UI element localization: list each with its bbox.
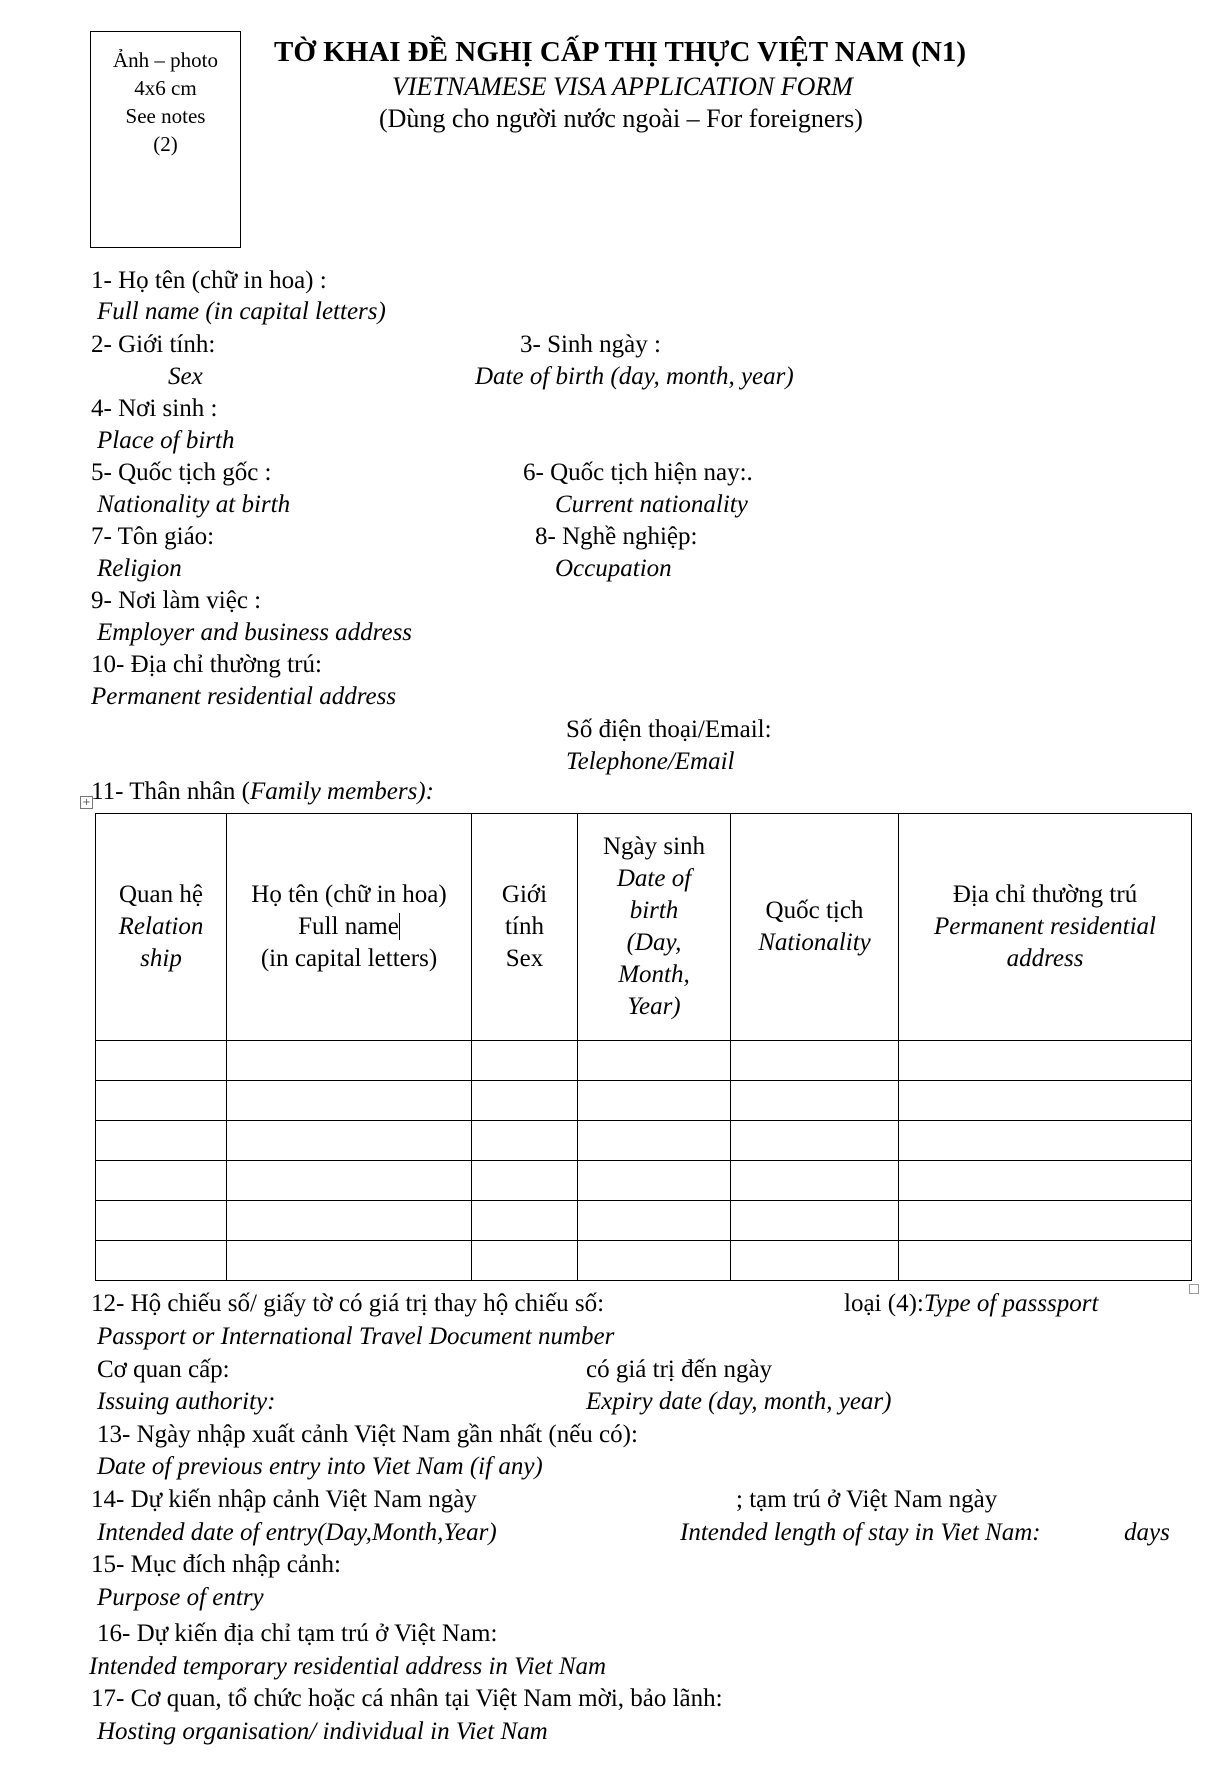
col-header-full-name: Họ tên (chữ in hoa) Full name (in capital letters) <box>227 814 472 1041</box>
issuer-label-en: Issuing authority: <box>97 1388 276 1415</box>
field-14-stay-label-en: Intended length of stay in Viet Nam: <box>680 1519 1041 1546</box>
photo-notes: See notes <box>125 104 206 128</box>
table-cell[interactable] <box>227 1041 472 1081</box>
field-14-label-vi: 14- Dự kiến nhập cảnh Việt Nam ngày <box>91 1486 477 1513</box>
table-cell[interactable] <box>731 1201 899 1241</box>
table-cell[interactable] <box>227 1161 472 1201</box>
table-cell[interactable] <box>731 1241 899 1281</box>
field-1-label-en: Full name (in capital letters) <box>97 298 386 325</box>
table-cell[interactable] <box>96 1121 227 1161</box>
table-cell[interactable] <box>731 1081 899 1121</box>
table-cell[interactable] <box>731 1041 899 1081</box>
field-14-stay-label-vi: ; tạm trú ở Việt Nam ngày <box>736 1486 998 1513</box>
page-title: TỜ KHAI ĐỀ NGHỊ CẤP THỊ THỰC VIỆT NAM (N1) <box>274 36 967 68</box>
issuer-label-vi: Cơ quan cấp: <box>97 1356 230 1383</box>
passport-type-label-vi: loại (4): <box>844 1290 924 1317</box>
field-15-label-vi: 15- Mục đích nhập cảnh: <box>91 1551 341 1578</box>
family-table-header-row <box>96 814 1192 1041</box>
photo-note-ref: (2) <box>153 132 178 156</box>
field-9-label-vi: 9- Nơi làm việc : <box>91 587 262 614</box>
table-cell[interactable] <box>578 1081 731 1121</box>
table-cell[interactable] <box>227 1241 472 1281</box>
table-cell[interactable] <box>96 1201 227 1241</box>
field-16-label-en: Intended temporary residential address in Viet Nam <box>89 1653 607 1680</box>
col-header-date-of-birth: Ngày sinh Date of birth (Day, Month, Year) <box>578 814 731 1041</box>
field-12-label-en: Passport or International Travel Document number <box>97 1323 615 1350</box>
expiry-label-en: Expiry date (day, month, year) <box>586 1388 892 1415</box>
table-cell[interactable] <box>227 1121 472 1161</box>
table-cell[interactable] <box>578 1161 731 1201</box>
col-header-sex: Giới tính Sex <box>472 814 578 1041</box>
table-row <box>96 1081 1192 1121</box>
table-cell[interactable] <box>96 1161 227 1201</box>
table-cell[interactable] <box>578 1201 731 1241</box>
family-table-body <box>96 1041 1192 1281</box>
table-cell[interactable] <box>731 1161 899 1201</box>
field-16-label-vi: 16- Dự kiến địa chỉ tạm trú ở Việt Nam: <box>97 1620 498 1647</box>
expiry-label-vi: có giá trị đến ngày <box>586 1356 773 1383</box>
field-17-label-en: Hosting organisation/ individual in Viet Nam <box>97 1718 548 1745</box>
table-cell[interactable] <box>227 1081 472 1121</box>
field-1-label-vi: 1- Họ tên (chữ in hoa) : <box>91 267 327 294</box>
field-14-days-label: days <box>1124 1519 1170 1546</box>
field-6-label-en: Current nationality <box>555 491 748 518</box>
field-7-label-vi: 7- Tôn giáo: <box>91 523 215 550</box>
field-17-label-vi: 17- Cơ quan, tổ chức hoặc cá nhân tại Việt Nam mời, bảo lãnh: <box>91 1685 723 1712</box>
table-cell[interactable] <box>578 1041 731 1081</box>
field-10-label-en: Permanent residential address <box>91 683 397 710</box>
col-header-address: Địa chỉ thường trú Permanent residential address <box>899 814 1192 1041</box>
table-row <box>96 1201 1192 1241</box>
field-2-label-vi: 2- Giới tính: <box>91 331 216 358</box>
table-cell[interactable] <box>227 1201 472 1241</box>
table-cell[interactable] <box>731 1121 899 1161</box>
table-cell[interactable] <box>96 1041 227 1081</box>
field-9-label-en: Employer and business address <box>97 619 413 646</box>
passport-type-label-en: Type of passsport <box>923 1290 1099 1317</box>
field-5-label-en: Nationality at birth <box>97 491 291 518</box>
col-header-relationship: Quan hệ Relation ship <box>96 814 227 1041</box>
col-header-nationality: Quốc tịch Nationality <box>731 814 899 1041</box>
field-7-label-en: Religion <box>97 555 182 582</box>
table-cell[interactable] <box>578 1241 731 1281</box>
field-10-label-vi: 10- Địa chỉ thường trú: <box>91 651 322 678</box>
field-2-label-en: Sex <box>168 363 203 390</box>
phone-label-en: Telephone/Email <box>566 748 735 775</box>
table-cell[interactable] <box>96 1081 227 1121</box>
table-row <box>96 1241 1192 1281</box>
photo-label: Ảnh – photo <box>113 48 218 72</box>
field-4-label-en: Place of birth <box>97 427 235 454</box>
table-cell[interactable] <box>472 1041 578 1081</box>
photo-placeholder <box>90 31 241 248</box>
page-note: (Dùng cho người nước ngoài – For foreigners) <box>379 104 863 133</box>
phone-label-vi: Số điện thoại/Email: <box>566 716 772 743</box>
table-cell[interactable] <box>472 1121 578 1161</box>
table-cell[interactable] <box>899 1121 1192 1161</box>
field-11-label-en: Family members): <box>249 778 434 805</box>
field-11-label <box>91 777 434 807</box>
photo-size: 4x6 cm <box>134 76 197 100</box>
table-cell[interactable] <box>899 1241 1192 1281</box>
table-row <box>96 1041 1192 1081</box>
table-cell[interactable] <box>899 1201 1192 1241</box>
table-cell[interactable] <box>472 1201 578 1241</box>
field-6-label-vi: 6- Quốc tịch hiện nay:. <box>523 459 753 486</box>
passport-type-label <box>844 1289 1098 1319</box>
table-cell[interactable] <box>472 1241 578 1281</box>
field-12-label-vi: 12- Hộ chiếu số/ giấy tờ có giá trị thay hộ chiếu số: <box>91 1290 605 1317</box>
field-13-label-vi: 13- Ngày nhập xuất cảnh Việt Nam gần nhất (nếu có): <box>97 1421 638 1448</box>
field-14-label-en: Intended date of entry(Day,Month,Year) <box>97 1519 497 1546</box>
table-move-handle-icon[interactable]: + <box>80 796 93 809</box>
table-cell[interactable] <box>96 1241 227 1281</box>
field-4-label-vi: 4- Nơi sinh : <box>91 395 218 422</box>
field-13-label-en: Date of previous entry into Viet Nam (if any) <box>97 1453 543 1480</box>
table-resize-handle-icon[interactable] <box>1189 1284 1199 1294</box>
field-3-label-vi: 3- Sinh ngày : <box>520 331 661 358</box>
table-cell[interactable] <box>472 1081 578 1121</box>
table-cell[interactable] <box>578 1121 731 1161</box>
table-row <box>96 1121 1192 1161</box>
table-cell[interactable] <box>899 1041 1192 1081</box>
table-cell[interactable] <box>472 1161 578 1201</box>
table-cell[interactable] <box>899 1161 1192 1201</box>
family-members-table <box>95 813 1192 1281</box>
field-15-label-en: Purpose of entry <box>97 1584 264 1611</box>
field-3-label-en: Date of birth (day, month, year) <box>475 363 794 390</box>
page-subtitle: VIETNAMESE VISA APPLICATION FORM <box>392 72 853 101</box>
field-11-label-vi: 11- Thân nhân ( <box>91 778 250 805</box>
field-5-label-vi: 5- Quốc tịch gốc : <box>91 459 272 486</box>
field-8-label-en: Occupation <box>555 555 672 582</box>
table-row <box>96 1161 1192 1201</box>
table-cell[interactable] <box>899 1081 1192 1121</box>
field-8-label-vi: 8- Nghề nghiệp: <box>535 523 698 550</box>
